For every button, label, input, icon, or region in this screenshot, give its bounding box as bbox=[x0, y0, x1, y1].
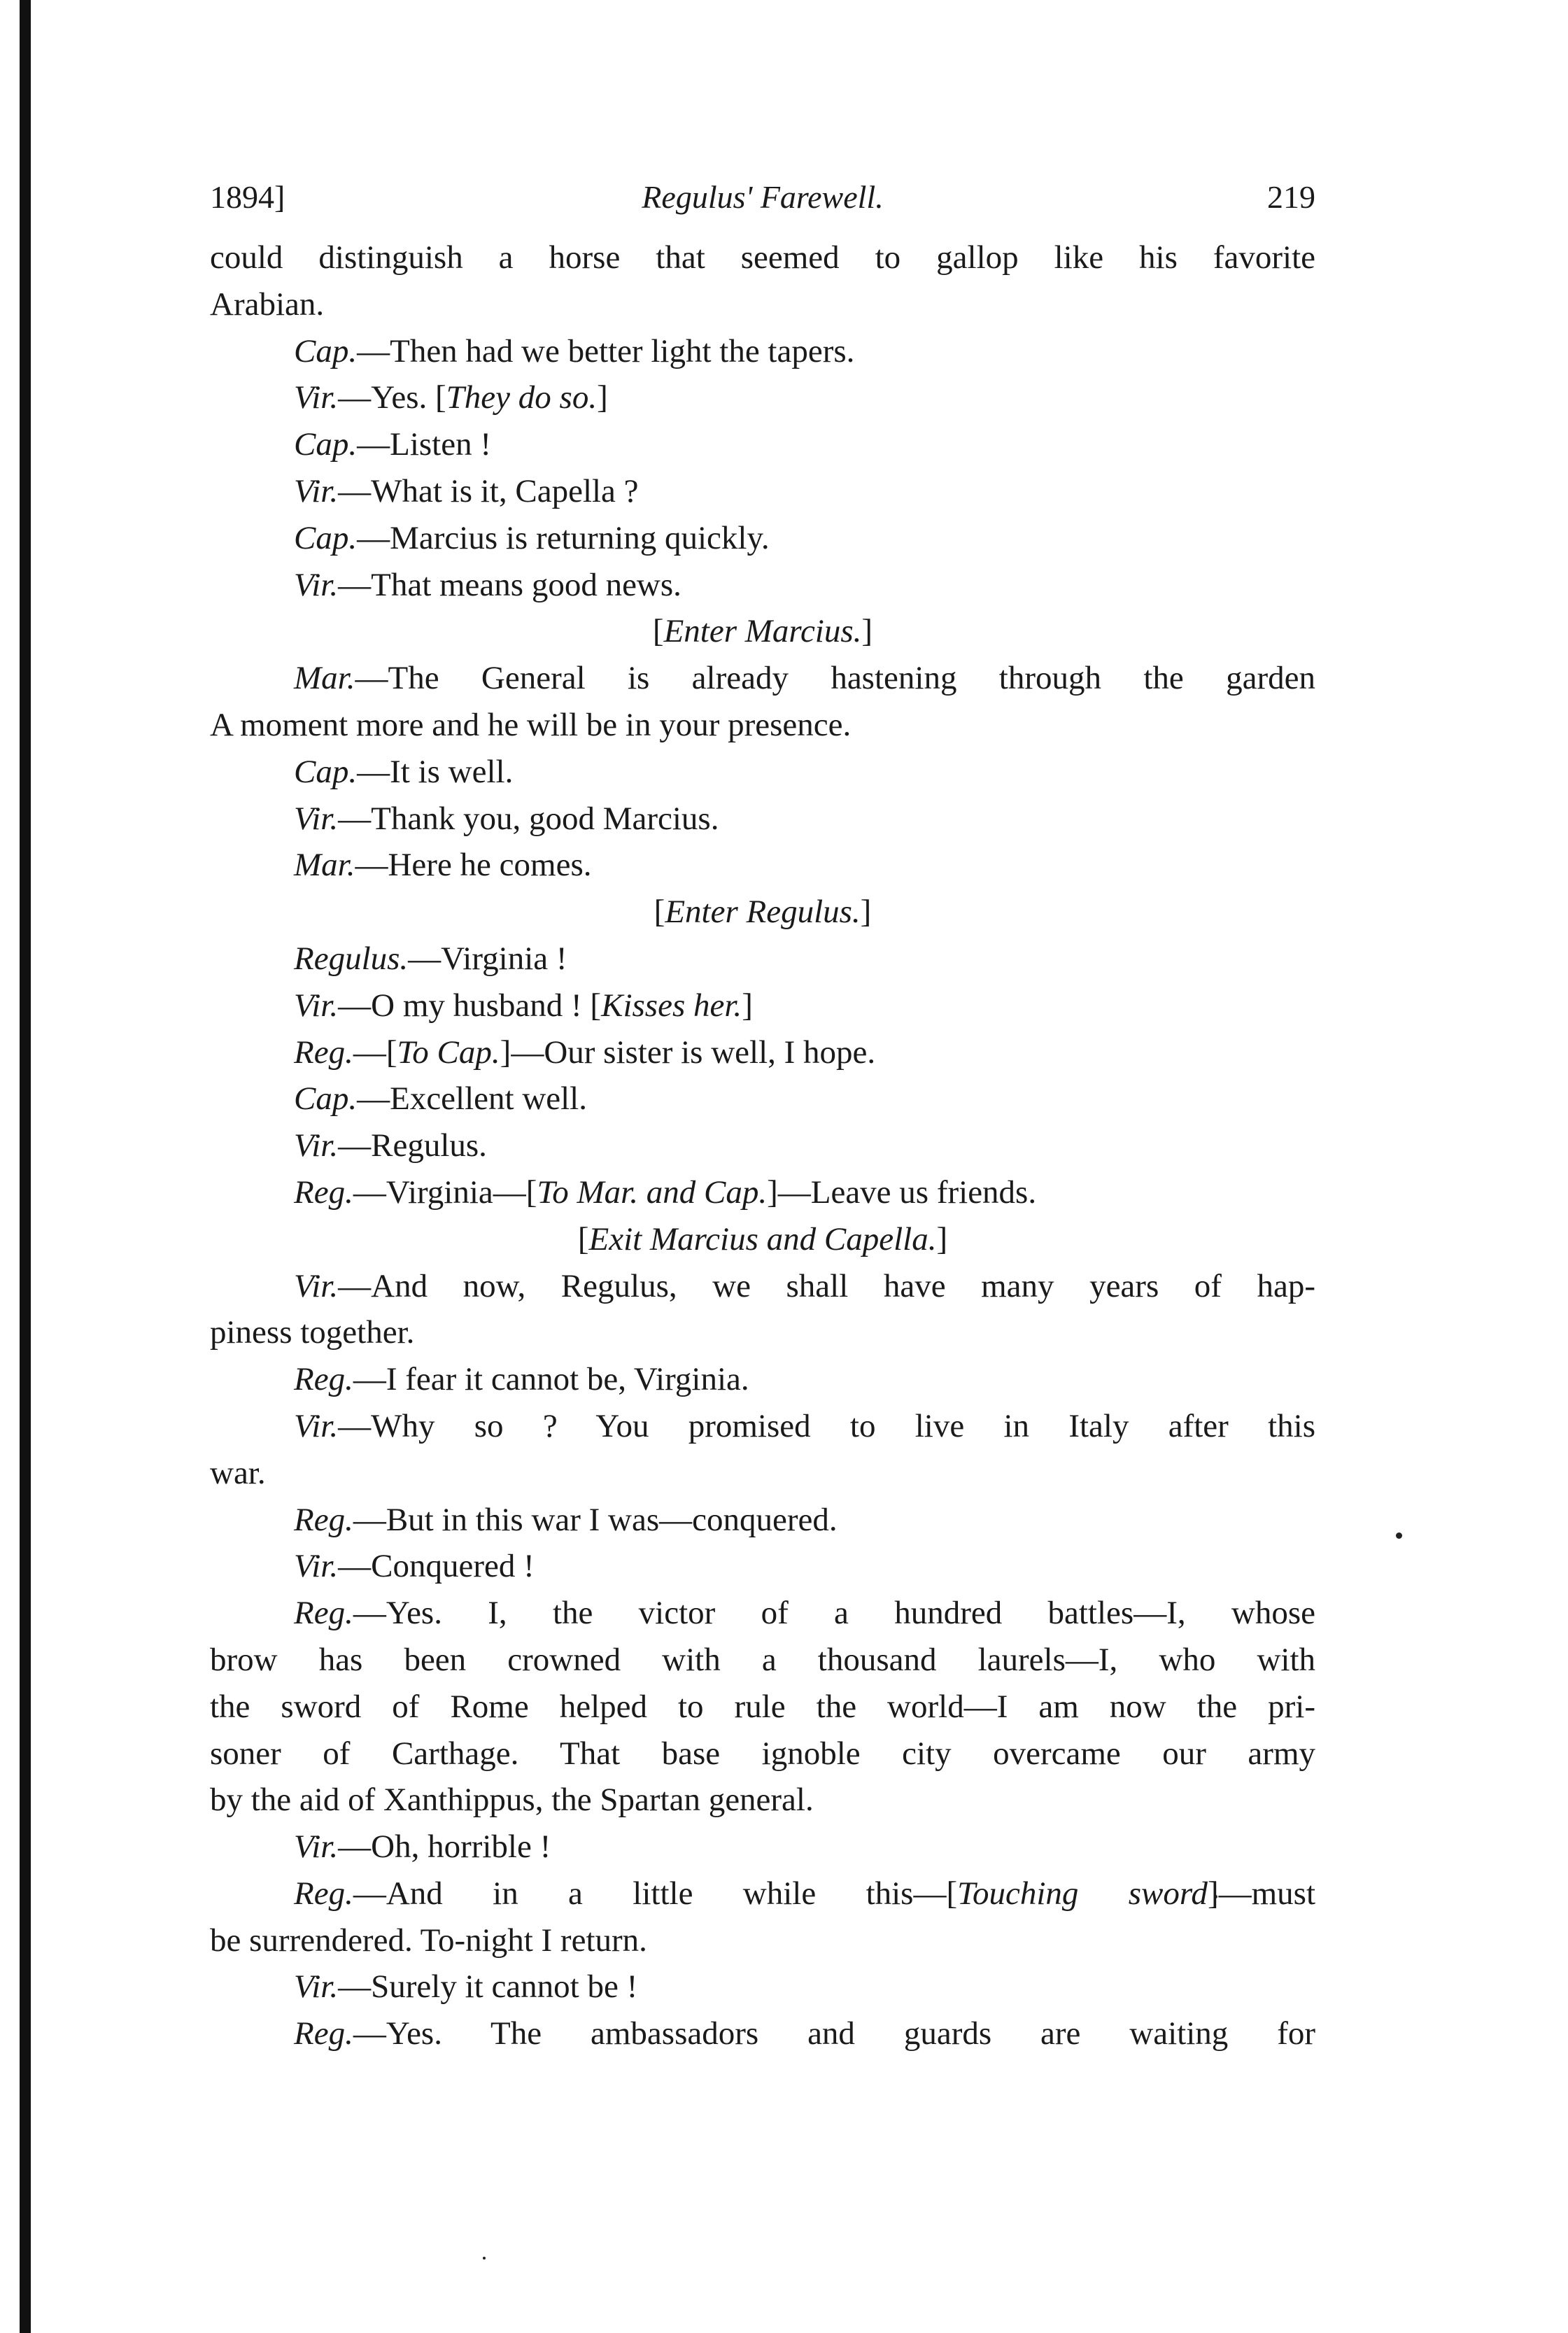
text-line bbox=[210, 702, 1315, 749]
bracket: [ bbox=[652, 613, 664, 650]
stage-direction-line bbox=[210, 608, 1315, 655]
speaker-name: Mar. bbox=[294, 847, 355, 884]
speech-text: —And now, Regulus, we shall have many years of hap- bbox=[338, 1267, 1315, 1304]
speech-text: —Oh, horrible ! bbox=[338, 1828, 551, 1866]
bracket: [ bbox=[577, 1220, 589, 1257]
speaker-name: Reg. bbox=[294, 1501, 353, 1538]
speaker-name: Reg. bbox=[294, 1361, 353, 1398]
speaker-name: Cap. bbox=[294, 1080, 358, 1118]
speaker-name: Vir. bbox=[294, 1968, 339, 2006]
running-header bbox=[210, 178, 1315, 234]
speech-text: —The General is already hastening through the garden bbox=[355, 660, 1315, 697]
speaker-name: Vir. bbox=[294, 1127, 339, 1164]
speech-text: ] bbox=[597, 379, 608, 416]
stage-direction: Kisses her. bbox=[601, 987, 742, 1024]
page-number: 219 bbox=[1267, 179, 1315, 215]
speaker-name: Reg. bbox=[294, 2015, 353, 2052]
text-line bbox=[210, 1309, 1315, 1356]
speech-text: —And in a little while this—[ bbox=[353, 1875, 958, 1912]
stage-direction: Enter Marcius. bbox=[663, 613, 862, 650]
dialogue-line bbox=[210, 796, 1315, 843]
line-text: A moment more and he will be in your presence. bbox=[210, 706, 852, 743]
speaker-name: Vir. bbox=[294, 1548, 339, 1585]
dialogue-line bbox=[210, 982, 1315, 1029]
speech-text: —Excellent well. bbox=[357, 1080, 587, 1118]
speech-text: —Yes. The ambassadors and guards are waiting for bbox=[353, 2015, 1315, 2052]
text-line bbox=[210, 1917, 1315, 1964]
line-text: Arabian. bbox=[210, 286, 325, 323]
dialogue-line bbox=[210, 1263, 1315, 1310]
speech-text: —That means good news. bbox=[338, 566, 681, 603]
ink-speck bbox=[1396, 1532, 1402, 1539]
speech-text: ]—Our sister is well, I hope. bbox=[500, 1034, 876, 1071]
dialogue-line bbox=[210, 2010, 1315, 2057]
line-text: brow has been crowned with a thousand laurels—I, who with bbox=[210, 1641, 1315, 1678]
speech-text: —Yes. I, the victor of a hundred battles—I, whose bbox=[353, 1595, 1315, 1632]
speaker-name: Vir. bbox=[294, 987, 339, 1024]
bracket: ] bbox=[860, 894, 872, 931]
speaker-name: Regulus. bbox=[294, 940, 409, 977]
text-line bbox=[210, 1450, 1315, 1497]
dialogue-line bbox=[210, 1076, 1315, 1122]
stage-direction: Touching sword bbox=[957, 1875, 1208, 1912]
text-line bbox=[210, 1684, 1315, 1731]
speech-text: —Virginia—[ bbox=[353, 1173, 537, 1211]
line-text: piness together. bbox=[210, 1314, 415, 1351]
ink-speck bbox=[483, 2257, 486, 2260]
stage-direction: Exit Marcius and Capella. bbox=[588, 1220, 937, 1257]
speech-text: —Why so ? You promised to live in Italy after this bbox=[338, 1407, 1315, 1444]
speaker-name: Reg. bbox=[294, 1173, 353, 1211]
bracket: ] bbox=[861, 613, 873, 650]
dialogue-line bbox=[210, 1122, 1315, 1169]
speaker-name: Vir. bbox=[294, 472, 339, 509]
stage-direction: They do so. bbox=[446, 379, 598, 416]
speech-text: —Then had we better light the tapers. bbox=[357, 332, 855, 369]
speech-text: —Virginia ! bbox=[408, 940, 567, 977]
dialogue-line bbox=[210, 468, 1315, 515]
speaker-name: Cap. bbox=[294, 332, 358, 369]
dialogue-line bbox=[210, 936, 1315, 982]
line-text: by the aid of Xanthippus, the Spartan general. bbox=[210, 1782, 814, 1819]
speech-text: ] bbox=[742, 987, 753, 1024]
speaker-name: Reg. bbox=[294, 1875, 353, 1912]
speech-text: —Thank you, good Marcius. bbox=[338, 800, 719, 837]
speaker-name: Vir. bbox=[294, 1407, 339, 1444]
dialogue-line bbox=[210, 1870, 1315, 1917]
dialogue-line bbox=[210, 515, 1315, 562]
dialogue-line bbox=[210, 328, 1315, 375]
speaker-name: Vir. bbox=[294, 379, 339, 416]
stage-direction-line bbox=[210, 889, 1315, 936]
bracket: ] bbox=[936, 1220, 948, 1257]
dialogue-text bbox=[210, 234, 1315, 2057]
speech-text: —What is it, Capella ? bbox=[338, 472, 639, 509]
dialogue-line bbox=[210, 1169, 1315, 1216]
speech-text: —Surely it cannot be ! bbox=[338, 1968, 638, 2006]
line-text: war. bbox=[210, 1454, 266, 1491]
speaker-name: Reg. bbox=[294, 1595, 353, 1632]
dialogue-line bbox=[210, 1964, 1315, 2010]
speaker-name: Vir. bbox=[294, 1267, 339, 1304]
stage-direction: To Cap. bbox=[397, 1034, 500, 1071]
speaker-name: Reg. bbox=[294, 1034, 353, 1071]
stage-direction-line bbox=[210, 1216, 1315, 1263]
speaker-name: Cap. bbox=[294, 426, 358, 463]
page-content bbox=[210, 178, 1315, 2057]
speaker-name: Vir. bbox=[294, 800, 339, 837]
speech-text: —I fear it cannot be, Virginia. bbox=[353, 1361, 749, 1398]
speech-text: ]—Leave us friends. bbox=[767, 1173, 1037, 1211]
stage-direction: Enter Regulus. bbox=[665, 894, 861, 931]
speech-text: —Yes. [ bbox=[338, 379, 446, 416]
stage-direction: To Mar. and Cap. bbox=[537, 1173, 768, 1211]
speech-text: —Marcius is returning quickly. bbox=[357, 519, 770, 556]
dialogue-line bbox=[210, 749, 1315, 796]
header-year: 1894] bbox=[210, 179, 285, 215]
dialogue-line bbox=[210, 655, 1315, 702]
line-text: soner of Carthage. That base ignoble city overcame our army bbox=[210, 1735, 1315, 1772]
dialogue-line bbox=[210, 1356, 1315, 1403]
dialogue-line bbox=[210, 1590, 1315, 1637]
text-line bbox=[210, 1731, 1315, 1777]
speech-text: —Listen ! bbox=[357, 426, 491, 463]
speech-text: —Conquered ! bbox=[338, 1548, 535, 1585]
speech-text: —Here he comes. bbox=[355, 847, 592, 884]
speaker-name: Mar. bbox=[294, 660, 355, 697]
dialogue-line bbox=[210, 374, 1315, 421]
text-line bbox=[210, 234, 1315, 281]
speech-text: —It is well. bbox=[357, 753, 514, 790]
speaker-name: Vir. bbox=[294, 1828, 339, 1866]
dialogue-line bbox=[210, 421, 1315, 468]
dialogue-line bbox=[210, 1029, 1315, 1076]
bracket: [ bbox=[654, 894, 665, 931]
speech-text: —O my husband ! [ bbox=[338, 987, 602, 1024]
dialogue-line bbox=[210, 1543, 1315, 1590]
dialogue-line bbox=[210, 1824, 1315, 1870]
speech-text: —Regulus. bbox=[338, 1127, 487, 1164]
dialogue-line bbox=[210, 1403, 1315, 1450]
speech-text: ]—must bbox=[1207, 1875, 1315, 1912]
dialogue-line bbox=[210, 1497, 1315, 1544]
text-line bbox=[210, 281, 1315, 328]
speech-text: —[ bbox=[353, 1034, 397, 1071]
header-title: Regulus' Farewell. bbox=[642, 179, 884, 215]
dialogue-line bbox=[210, 562, 1315, 609]
speaker-name: Vir. bbox=[294, 566, 339, 603]
speaker-name: Cap. bbox=[294, 753, 358, 790]
binding-edge bbox=[20, 0, 31, 2333]
line-text: the sword of Rome helped to rule the world—I am now the pri- bbox=[210, 1688, 1315, 1725]
dialogue-line bbox=[210, 842, 1315, 889]
line-text: be surrendered. To-night I return. bbox=[210, 1922, 647, 1959]
text-line bbox=[210, 1777, 1315, 1824]
speech-text: —But in this war I was—conquered. bbox=[353, 1501, 838, 1538]
text-line bbox=[210, 1637, 1315, 1684]
speaker-name: Cap. bbox=[294, 519, 358, 556]
line-text: could distinguish a horse that seemed to gallop like his favorite bbox=[210, 239, 1315, 276]
